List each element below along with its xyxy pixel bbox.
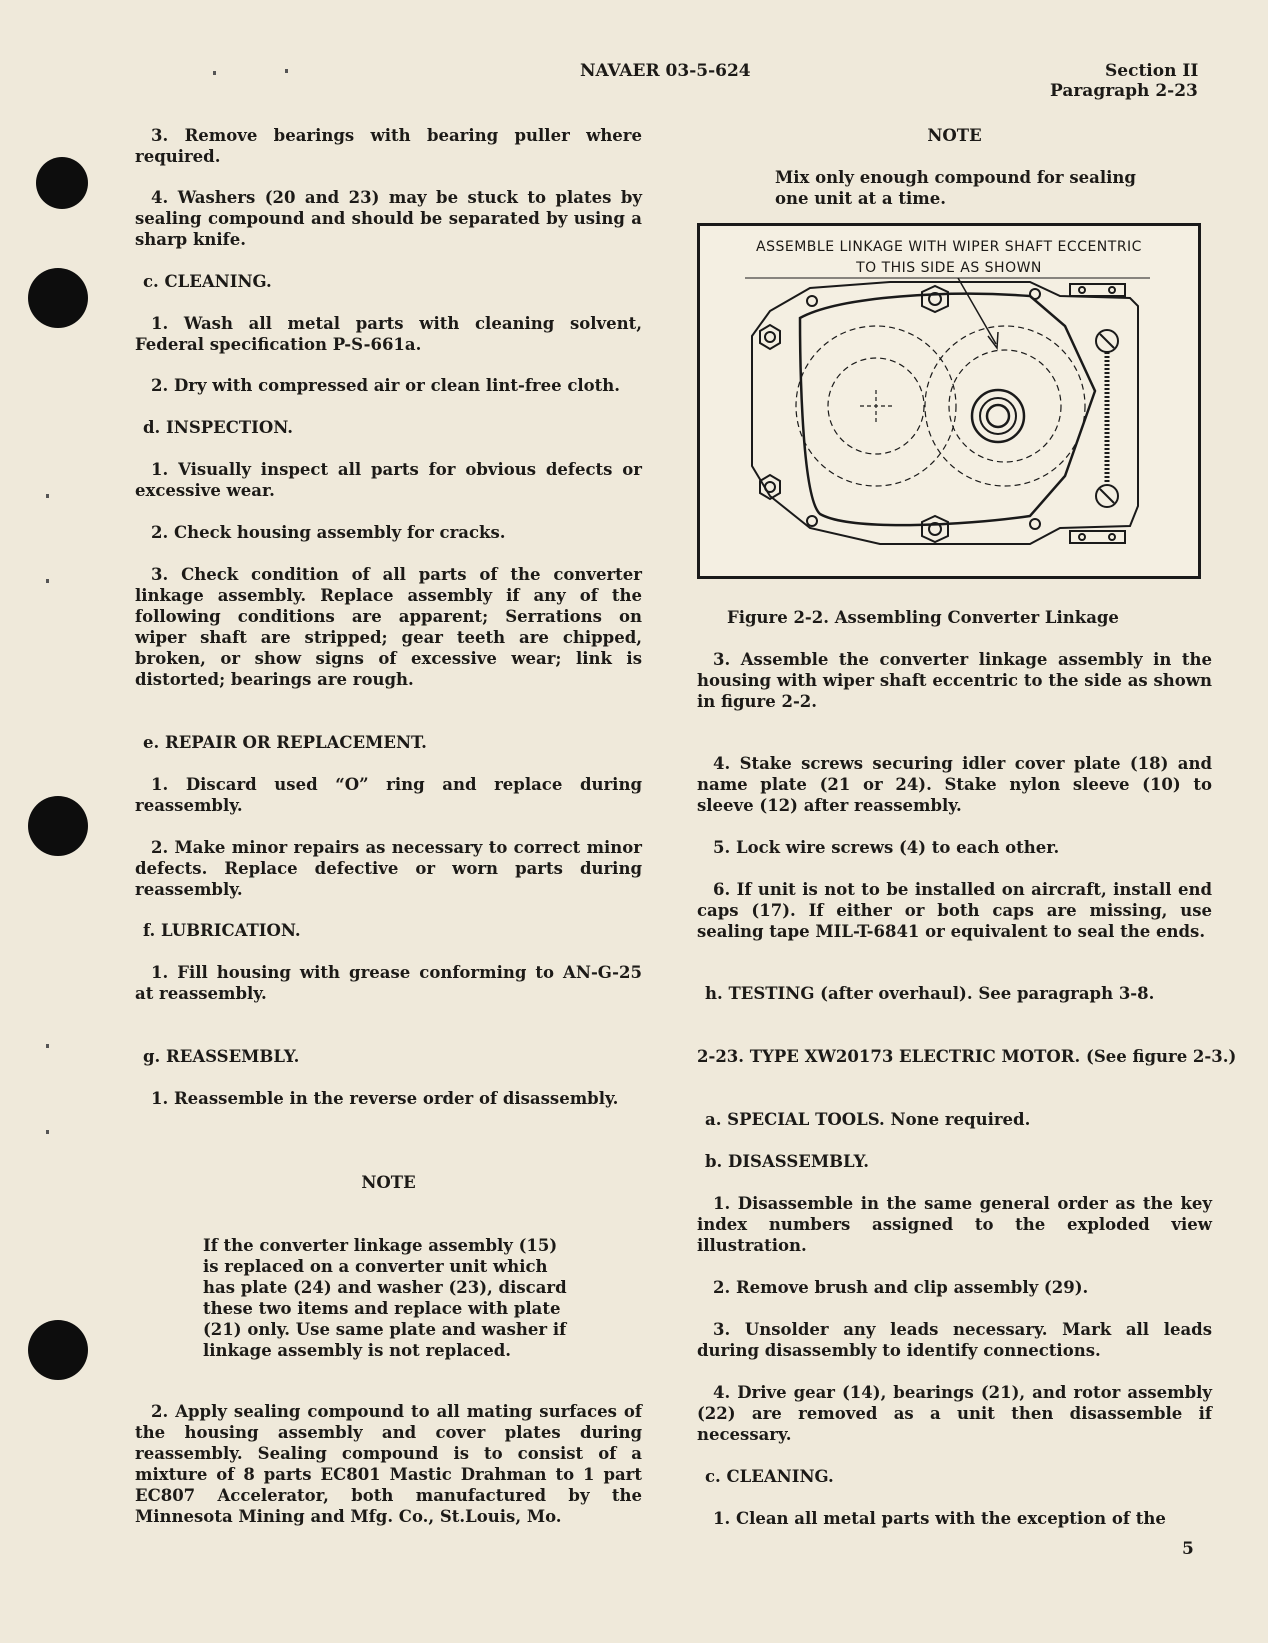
binder-hole <box>28 1320 88 1380</box>
section-heading: d. INSPECTION. <box>143 418 293 437</box>
paragraph: 4. Stake screws securing idler cover plate (18) and name plate (21 or 24). Stake nylon sleeve (10) to sleeve (12) after reassembly. <box>697 754 1212 815</box>
paragraph: 3. Remove bearings with bearing puller where required. <box>135 126 642 166</box>
paragraph: 6. If unit is not to be installed on aircraft, install end caps (17). If either or both caps are missing, use sealing tape MIL-T-6841 or equivalent to seal the ends. <box>697 880 1212 941</box>
section-heading: h. TESTING (after overhaul). See paragraph 3-8. <box>705 984 1155 1003</box>
section-heading: f. LUBRICATION. <box>143 921 301 940</box>
section-heading: a. SPECIAL TOOLS. None required. <box>705 1110 1031 1129</box>
section-label: Section II <box>1105 61 1199 81</box>
binder-hole <box>28 268 88 328</box>
paragraph: 2. Dry with compressed air or clean lint-free cloth. <box>151 376 621 395</box>
document-number: NAVAER 03-5-624 <box>580 61 751 81</box>
paragraph: 2. Check housing assembly for cracks. <box>151 523 506 542</box>
page-number: 5 <box>1182 1539 1194 1559</box>
section-heading: c. CLEANING. <box>705 1467 834 1486</box>
section-heading: b. DISASSEMBLY. <box>705 1152 869 1171</box>
paragraph: 4. Drive gear (14), bearings (21), and rotor assembly (22) are removed as a unit then disassemble if necessary. <box>697 1383 1212 1444</box>
paragraph: 4. Washers (20 and 23) may be stuck to plates by sealing compound and should be separated by using a sharp knife. <box>135 188 642 249</box>
figure-label-line2: TO THIS SIDE AS SHOWN <box>856 260 1042 276</box>
section-heading: c. CLEANING. <box>143 272 272 291</box>
paragraph-label: Paragraph 2-23 <box>1050 81 1198 101</box>
bolt-icon <box>922 286 948 312</box>
figure-caption: Figure 2-2. Assembling Converter Linkage <box>727 608 1119 627</box>
note-text: If the converter linkage assembly (15) is replaced on a converter unit which has plate (24) and washer (23), discard these two items and replace with plate (21) only. Use same plate and washer if linkage assembly is not replaced. <box>203 1236 567 1360</box>
bolt-icon <box>922 516 948 542</box>
note-heading: NOTE <box>361 1173 416 1192</box>
paragraph: 1. Clean all metal parts with the exception of the <box>713 1509 1166 1528</box>
figure-label-line1: ASSEMBLE LINKAGE WITH WIPER SHAFT ECCENTRIC <box>756 239 1142 255</box>
paragraph: 1. Disassemble in the same general order as the key index numbers assigned to the exploded view illustration. <box>697 1194 1212 1255</box>
converter-housing-drawing <box>700 226 1198 576</box>
paragraph: 3. Assemble the converter linkage assembly in the housing with wiper shaft eccentric to the side as shown in figure 2-2. <box>697 650 1212 711</box>
note-heading: NOTE <box>927 126 982 145</box>
note-text: Mix only enough compound for sealing one unit at a time. <box>775 168 1136 208</box>
binder-hole <box>36 157 88 209</box>
paragraph: 5. Lock wire screws (4) to each other. <box>713 838 1060 857</box>
paragraph: 1. Reassemble in the reverse order of disassembly. <box>151 1089 619 1108</box>
binder-hole <box>28 796 88 856</box>
bolt-icon <box>760 325 780 349</box>
paragraph: 2. Remove brush and clip assembly (29). <box>713 1278 1089 1297</box>
paragraph: 1. Discard used “O” ring and replace during reassembly. <box>135 775 642 815</box>
paragraph: 1. Visually inspect all parts for obvious defects or excessive wear. <box>135 460 642 500</box>
paragraph: 1. Wash all metal parts with cleaning solvent, Federal specification P-S-661a. <box>135 314 642 354</box>
paragraph: 1. Fill housing with grease conforming to AN-G-25 at reassembly. <box>135 963 642 1003</box>
paragraph: 3. Check condition of all parts of the converter linkage assembly. Replace assembly if any of the following conditions are apparent; Serrations on wiper shaft are stripped; gear teeth are chipped, broken, or show signs of excessive wear; link is distorted; bearings are rough. <box>135 565 642 689</box>
figure-linkage-illustration <box>697 223 1201 579</box>
section-heading: 2-23. TYPE XW20173 ELECTRIC MOTOR. (See figure 2-3.) <box>697 1047 1237 1066</box>
paragraph: 2. Make minor repairs as necessary to correct minor defects. Replace defective or worn parts during reassembly. <box>135 838 642 899</box>
section-heading: g. REASSEMBLY. <box>143 1047 300 1066</box>
paragraph: 3. Unsolder any leads necessary. Mark all leads during disassembly to identify connections. <box>697 1320 1212 1360</box>
paragraph: 2. Apply sealing compound to all mating surfaces of the housing assembly and cover plates during reassembly. Sealing compound is to consist of a mixture of 8 parts EC801 Mastic Drahman to 1 part EC807 Accelerator, both manufactured by the Minnesota Mining and Mfg. Co., St.Louis, Mo. <box>135 1402 642 1526</box>
section-heading: e. REPAIR OR REPLACEMENT. <box>143 733 427 752</box>
